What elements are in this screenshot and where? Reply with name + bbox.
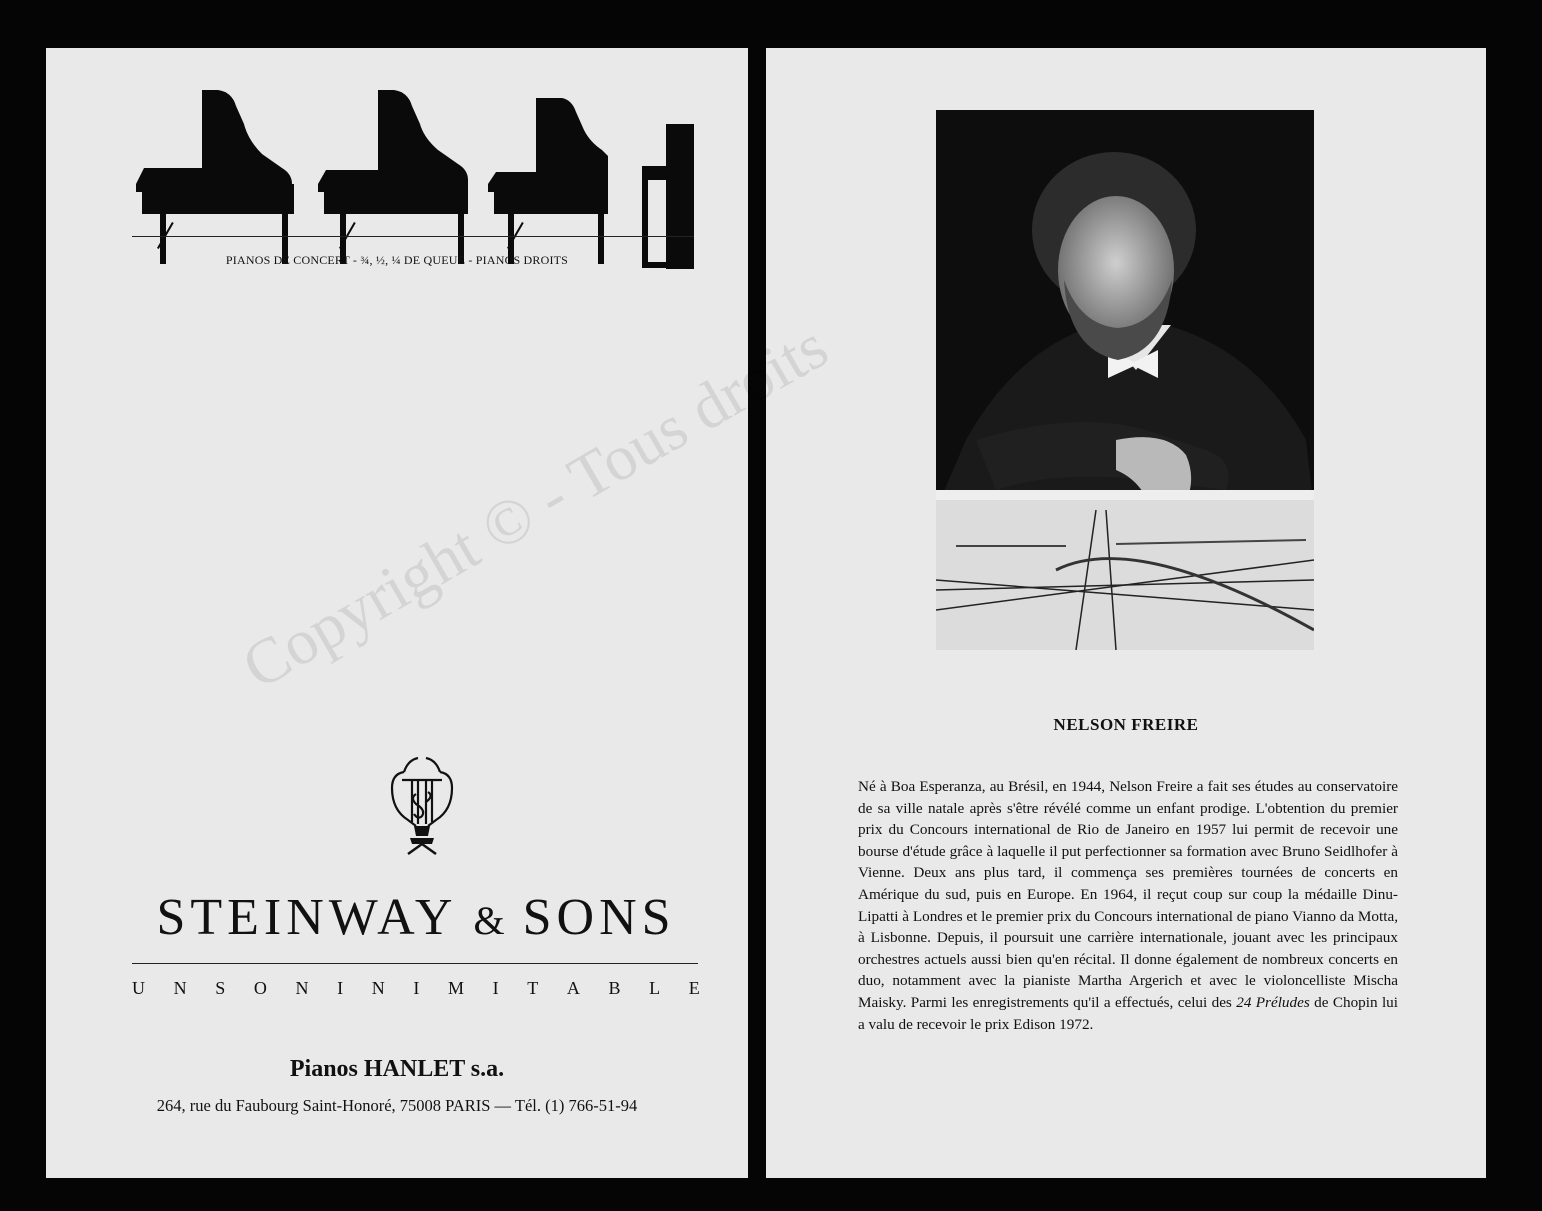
piano-underline bbox=[132, 236, 694, 237]
brand-ampersand: & bbox=[473, 898, 505, 943]
copyright-watermark: droits bbox=[677, 310, 840, 445]
tagline-letter: B bbox=[608, 978, 621, 998]
bio-text-end: de Chopin lui a valu de recevoir le prix Edison 1972. bbox=[858, 993, 1398, 1033]
grand-pianos-icon bbox=[132, 84, 698, 274]
tagline-letter: M bbox=[448, 978, 465, 998]
brand-tagline bbox=[132, 978, 700, 999]
left-page bbox=[46, 48, 748, 1178]
pianist-photo bbox=[936, 110, 1314, 650]
tagline-letter: U bbox=[132, 978, 145, 998]
tagline-letter: O bbox=[253, 978, 267, 998]
bio-text: Né à Boa Esperanza, au Brésil, en 1944, Nelson Freire a fait ses études au conservatoire de sa ville natale après s'être révélé comme un enfant prodige. L'obtention du premier prix du Concours international de Rio de Janeiro en 1957 lui permit de recevoir une bourse d'étude grâce à laquelle il put perfectionner sa formation avec Bruno Seidlhofer à Vienne. Deux ans plus tard, il commença ses premières tournées de concerts en Amérique du sud, puis en Europe. En 1964, il reçut coup sur coup la médaille Dinu-Lipatti à Londres et le premier prix du Concours international de piano Vianno da Motta, à Lisbonne. Depuis, il poursuit une carrière internationale, jouant avec les principaux orchestres actuels aussi bien qu'en récital. Il donne également de nombreux concerts en duo, notamment avec la pianiste Martha Argerich et avec le violoncelliste Mischa Maisky. Parmi les enregistrements qu'il a effectués, celui des bbox=[858, 778, 1398, 1011]
brand-underline bbox=[132, 963, 698, 964]
dealer-address: 264, rue du Faubourg Saint-Honoré, 75008 PARIS — Tél. (1) 766-51-94 bbox=[156, 1096, 638, 1115]
dealer-name: Pianos HANLET s.a. bbox=[289, 1056, 505, 1082]
bio-album-title: 24 Préludes bbox=[1236, 993, 1310, 1011]
tagline-letter: L bbox=[649, 978, 661, 998]
artist-name: NELSON FREIRE bbox=[1053, 715, 1199, 734]
brand-name bbox=[132, 888, 700, 947]
tagline-letter: N bbox=[295, 978, 309, 998]
tagline-letter: S bbox=[215, 978, 226, 998]
brand-sons: SONS bbox=[522, 889, 676, 946]
brand-main: STEINWAY bbox=[156, 889, 456, 946]
tagline-letter: N bbox=[371, 978, 385, 998]
tagline-letter: I bbox=[492, 978, 499, 998]
tagline-letter: T bbox=[527, 978, 539, 998]
artist-biography bbox=[858, 776, 1398, 1035]
tagline-letter: E bbox=[688, 978, 700, 998]
lyre-logo-icon bbox=[382, 754, 462, 858]
tagline-letter: A bbox=[566, 978, 580, 998]
tagline-letter: N bbox=[173, 978, 187, 998]
tagline-letter: I bbox=[413, 978, 420, 998]
tagline-letter: I bbox=[337, 978, 344, 998]
piano-caption: PIANOS DE CONCERT - ¾, ½, ¼ DE QUEUE - PIANOS DROITS bbox=[225, 253, 569, 267]
pianist-photo-icon bbox=[936, 110, 1314, 650]
right-page bbox=[766, 48, 1486, 1178]
